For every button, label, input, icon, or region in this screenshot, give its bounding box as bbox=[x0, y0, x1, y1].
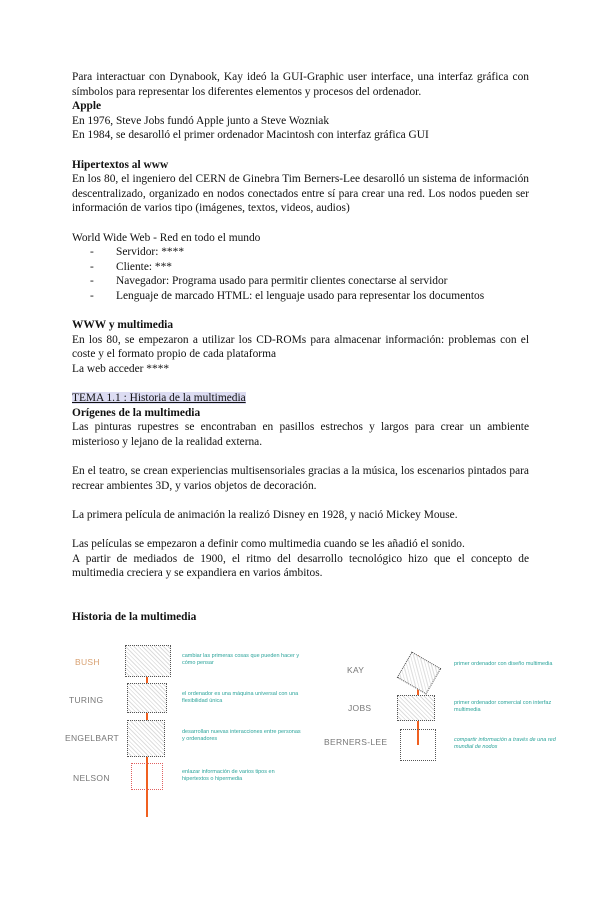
paragraph: Las pinturas rupestres se encontraban en pasillos estrechos y largos para crear un ambiente misterioso y lejano de la realidad externa. bbox=[72, 421, 529, 448]
dynabook-image bbox=[397, 651, 441, 694]
bush-machine-image bbox=[125, 645, 171, 677]
timeline-desc: el ordenador es una máquina universal con una flexibilidad única bbox=[182, 690, 299, 705]
multimedia-line: La web acceder **** bbox=[72, 362, 170, 375]
tema-title: TEMA 1.1 : Historia de la multimedia bbox=[72, 392, 246, 405]
hipertextos-paragraph: En los 80, el ingeniero del CERN de Ginebra Tim Berners-Lee desarolló un sistema de información descentralizado, organizado en nodos conectados entre sí para crear una red. Los nodos pueden ser información de varios tipo (imágenes, textos, videos, audios) bbox=[72, 173, 529, 215]
timeline-figure bbox=[65, 633, 595, 808]
hipertextos-heading: Hipertextos al www bbox=[72, 158, 169, 171]
document-body bbox=[65, 70, 556, 898]
list-item: - Navegador: Programa usado para permitir clientes conectarse al servidor bbox=[72, 274, 529, 289]
multimedia-paragraph: En los 80, se empezaron a utilizar los CD-ROMs para almacenar información: problemas con el coste y el formato propio de cada plataforma bbox=[72, 333, 529, 361]
timeline-name: TURING bbox=[69, 694, 104, 705]
www-title: World Wide Web - Red en todo el mundo bbox=[72, 231, 261, 244]
timeline-name: BERNERS-LEE bbox=[324, 736, 388, 747]
paragraph: A partir de mediados de 1900, el ritmo del desarrollo tecnológico hizo que el concepto de multimedia creciera y se expandiera en varios ámbitos. bbox=[72, 552, 529, 580]
timeline-desc: primer ordenador comercial con interfaz multimedia bbox=[454, 699, 552, 714]
macintosh-image bbox=[397, 695, 435, 721]
apple-heading: Apple bbox=[72, 100, 102, 113]
paragraph: En el teatro, se crean experiencias multisensoriales gracias a la música, los escenarios pintados para recrear ambientes 3D, y varios objetos de decoración. bbox=[72, 465, 529, 492]
timeline-desc: cambiar las primeras cosas que pueden hacer y cómo pensar bbox=[182, 652, 300, 667]
apple-line: En 1984, se desarolló el primer ordenador Macintosh con interfaz gráfica GUI bbox=[72, 129, 429, 142]
timeline-desc: primer ordenador con diseño multimedia bbox=[454, 660, 553, 667]
origenes-heading: Orígenes de la multimedia bbox=[72, 406, 201, 419]
nelson-network-image bbox=[131, 763, 163, 790]
timeline-name: BUSH bbox=[75, 656, 100, 667]
timeline-desc: enlazar información de varios tipos en hipertextos o hipermedia bbox=[182, 768, 275, 783]
list-item: - Lenguaje de marcado HTML: el lenguaje usado para representar los documentos bbox=[72, 289, 529, 304]
list-item: - Servidor: **** bbox=[72, 245, 529, 260]
engelbart-device-image bbox=[127, 720, 165, 757]
timeline-desc: compartir información a través de una red mundial de nodos bbox=[454, 736, 556, 751]
timeline-name: JOBS bbox=[348, 702, 372, 713]
intro-paragraph: Para interactuar con Dynabook, Kay ideó la GUI-Graphic user interface, una interfaz gráfica con símbolos para representar los diferentes elementos y procesos del ordenador. bbox=[72, 71, 529, 98]
www-list bbox=[72, 245, 529, 303]
multimedia-heading: WWW y multimedia bbox=[72, 319, 174, 332]
list-item: - Cliente: *** bbox=[72, 260, 529, 275]
paragraph: La primera película de animación la realizó Disney en 1928, y nació Mickey Mouse. bbox=[72, 508, 458, 521]
apple-line: En 1976, Steve Jobs fundó Apple junto a Steve Wozniak bbox=[72, 114, 330, 127]
timeline-desc: desarrollan nuevas interacciones entre personas y ordenadores bbox=[182, 728, 301, 743]
timeline-name: NELSON bbox=[73, 772, 110, 783]
timeline-name: ENGELBART bbox=[65, 732, 120, 743]
paragraph: Las películas se empezaron a definir como multimedia cuando se les añadió el sonido. bbox=[72, 538, 465, 550]
timeline-name: KAY bbox=[347, 664, 365, 675]
turing-machine-image bbox=[127, 683, 167, 713]
historia-heading: Historia de la multimedia bbox=[72, 610, 197, 623]
web-network-image bbox=[400, 729, 436, 761]
